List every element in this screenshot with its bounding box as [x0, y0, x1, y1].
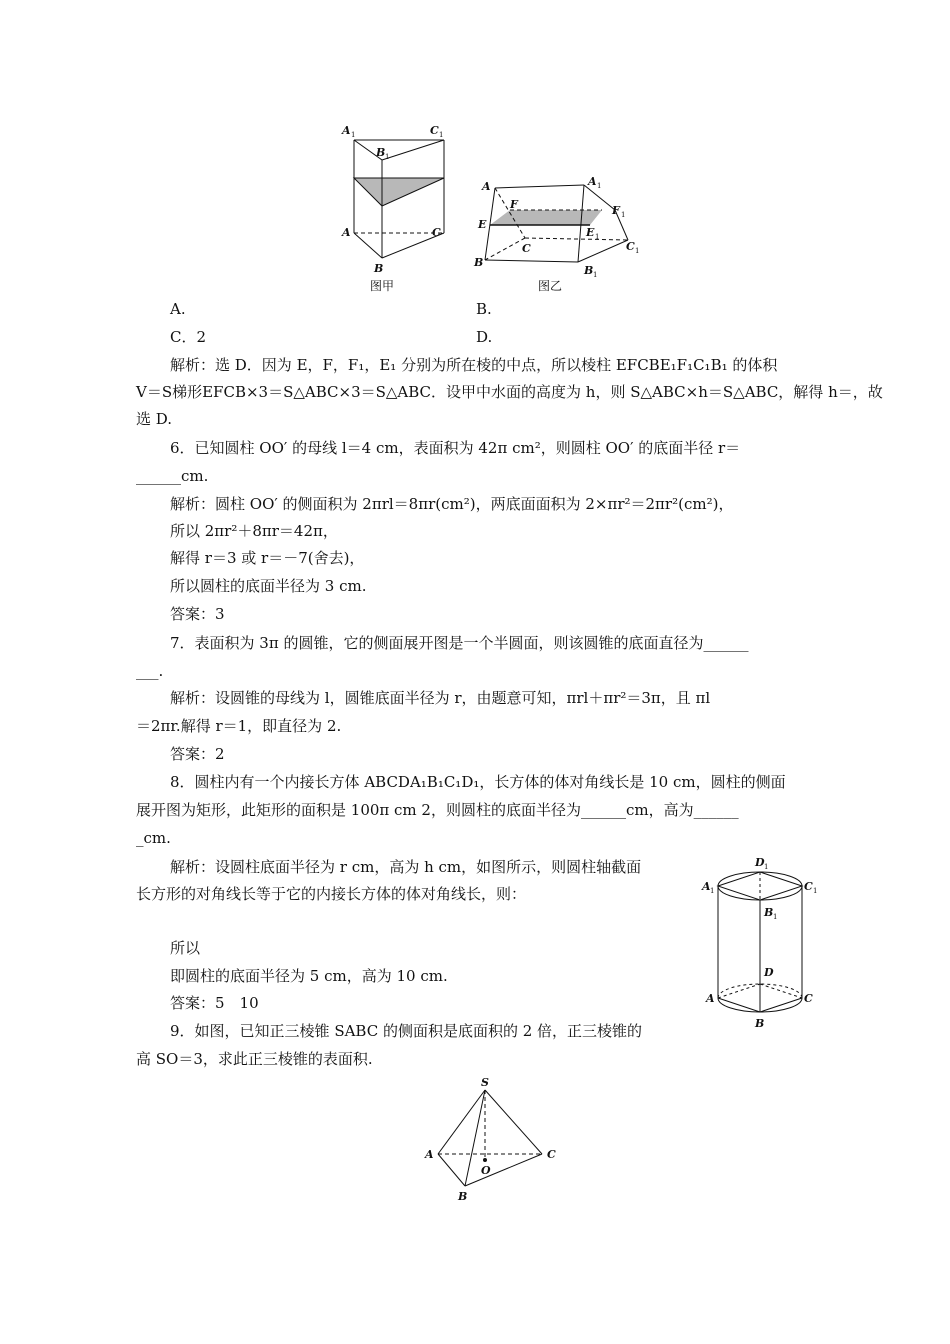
label-d1-sub: 1 [764, 863, 769, 871]
q7-solution-line2: ＝2πr.解得 r＝1，即直径为 2. [136, 717, 342, 735]
q5-solution-line2: V＝S梯形EFCB×3＝S△ABC×3＝S△ABC．设甲中水面的高度为 h，则 S△ABC×h＝S△ABC，解得 h＝，故 [136, 383, 883, 401]
label-f: F [510, 198, 518, 211]
q8-answer: 答案：5 10 [170, 994, 259, 1012]
caption-yi: 图乙 [538, 279, 563, 293]
label-a1-sub: 1 [597, 182, 602, 190]
q6-solution-line1: 解析：圆柱 OO′ 的侧面积为 2πrl＝8πr(cm²)，两底面面积为 2×πr²＝2πr²(cm²)， [170, 495, 734, 513]
q6-question-line1: 6．已知圆柱 OO′ 的母线 l＝4 cm，表面积为 42π cm²，则圆柱 OO′ 的底面半径 r＝ [170, 439, 741, 457]
label-b1: B [764, 906, 774, 919]
q6-solution-line4: 所以圆柱的底面半径为 3 cm. [170, 577, 367, 595]
label-o: O [481, 1164, 491, 1177]
q7-question-line2: ___. [136, 662, 164, 680]
label-d: D [764, 966, 774, 979]
label-c1-sub: 1 [813, 887, 818, 895]
figure-yi [470, 170, 650, 300]
q8-question-line1: 8．圆柱内有一个内接长方体 ABCDA₁B₁C₁D₁，长方体的体对角线长是 10 cm，圆柱的侧面 [170, 773, 786, 791]
label-e1: E [586, 226, 595, 239]
q6-solution-line3: 解得 r＝3 或 r＝－7(舍去)， [170, 549, 365, 567]
option-c: C．2 [170, 328, 207, 346]
label-a1-sub: 1 [710, 887, 715, 895]
option-d: D. [476, 328, 493, 346]
q9-question-line1: 9．如图，已知正三棱锥 SABC 的侧面积是底面积的 2 倍，正三棱锥的 [170, 1022, 643, 1040]
q8-solution-line3: 所以 [170, 939, 201, 957]
label-b: B [374, 262, 384, 275]
label-c: C [522, 242, 531, 255]
label-c: C [432, 226, 441, 239]
label-c1-sub: 1 [439, 131, 444, 139]
label-c: C [547, 1148, 556, 1161]
label-a1: A [588, 175, 597, 188]
label-c1: C [804, 880, 813, 893]
label-c: C [804, 992, 813, 1005]
q8-solution-line4: 即圆柱的底面半径为 5 cm，高为 10 cm. [170, 967, 448, 985]
label-f1-sub: 1 [621, 211, 626, 219]
q7-question-line1: 7．表面积为 3π 的圆锥，它的侧面展开图是一个半圆面，则该圆锥的底面直径为______ [170, 634, 749, 652]
label-b1: B [376, 146, 386, 159]
label-b1-sub: 1 [773, 913, 778, 921]
label-b: B [755, 1017, 765, 1030]
q5-solution-line1: 解析：选 D．因为 E，F，F₁，E₁ 分别为所在棱的中点，所以棱柱 EFCBE₁F₁C₁B₁ 的体积 [170, 356, 778, 374]
option-a: A. [170, 300, 186, 318]
label-b: B [474, 256, 484, 269]
label-f1: F [612, 204, 620, 217]
q8-solution-line1: 解析：设圆柱底面半径为 r cm，高为 h cm，如图所示，则圆柱轴截面 [170, 858, 642, 876]
q9-question-line2: 高 SO＝3，求此正三棱锥的表面积. [136, 1050, 373, 1068]
q6-solution-line2: 所以 2πr²＋8πr＝42π， [170, 522, 338, 540]
option-b: B. [476, 300, 492, 318]
label-c1-sub: 1 [635, 247, 640, 255]
label-s: S [481, 1076, 489, 1089]
label-a1: A [342, 124, 351, 137]
label-b1-sub: 1 [593, 271, 598, 279]
q6-answer: 答案：3 [170, 605, 225, 623]
figure-cylinder [700, 850, 820, 1035]
label-e1-sub: 1 [595, 233, 600, 241]
label-b: B [458, 1190, 468, 1203]
label-a: A [706, 992, 715, 1005]
caption-jia: 图甲 [370, 279, 395, 293]
q5-solution-line3: 选 D. [136, 410, 173, 428]
label-c1: C [430, 124, 439, 137]
label-b1-sub: 1 [385, 153, 390, 161]
label-a: A [342, 226, 351, 239]
label-a1-sub: 1 [351, 131, 356, 139]
q7-solution-line1: 解析：设圆锥的母线为 l，圆锥底面半径为 r，由题意可知，πrl＋πr²＝3π，且 πl [170, 689, 711, 707]
q8-question-line2: 展开图为矩形，此矩形的面积是 100π cm 2，则圆柱的底面半径为______cm，高为______ [136, 801, 739, 819]
label-b1: B [584, 264, 594, 277]
figure-jia [330, 118, 470, 298]
q8-solution-line2: 长方形的对角线长等于它的内接长方体的体对角线长，则： [136, 885, 527, 903]
label-c1: C [626, 240, 635, 253]
label-d1: D [755, 856, 765, 869]
q8-question-line3: _cm. [136, 829, 171, 847]
label-e: E [478, 218, 487, 231]
q6-question-line2: ______cm. [136, 467, 209, 485]
q7-answer: 答案：2 [170, 745, 225, 763]
label-a: A [482, 180, 491, 193]
figure-pyramid [420, 1072, 570, 1207]
label-a: A [425, 1148, 434, 1161]
label-a1: A [702, 880, 711, 893]
